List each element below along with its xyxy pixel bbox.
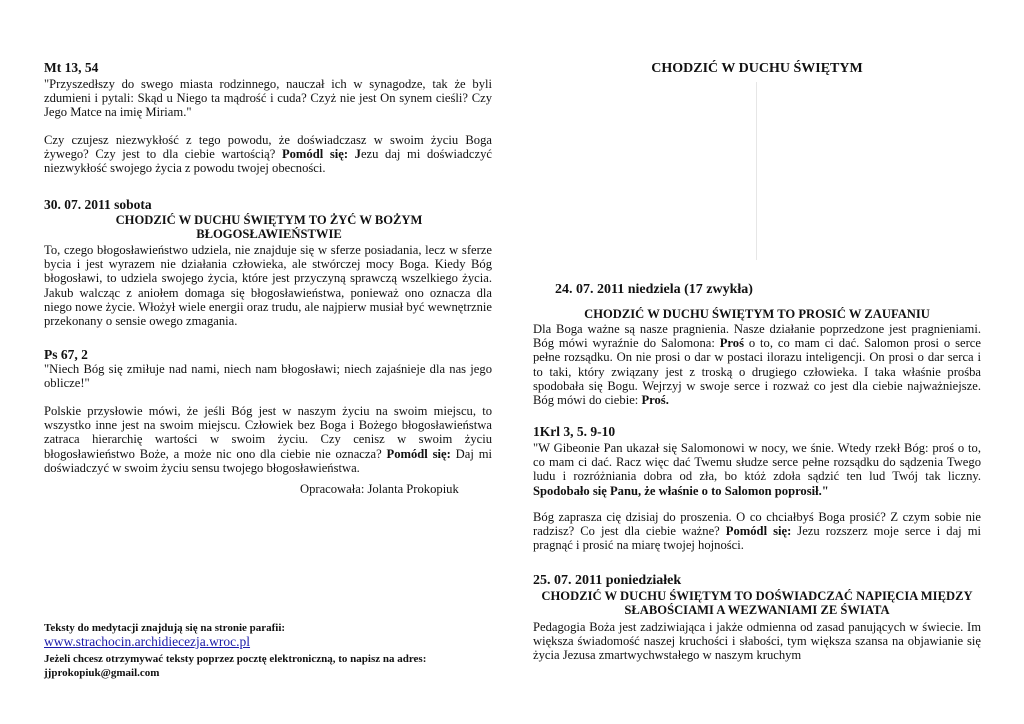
body-blessing: To, czego błogosławieństwo udziela, nie znajduje się w sferze posiadania, lecz w sferze bycia i jest wyrazem nie działania człowieka, ale stwórczej mocy Boga. Kiedy Bóg błogosławi, to udziela swojego życia, które jest przyczyną sprawczą wszelkiego życia. Jakub walcząc z aniołem domaga się błogosławieństwa, ponieważ ono oznacza dla niego nowe życie. Włożył wiele energii oraz trudu, ale najpierw musiał być wewnętrznie przekonany o sensie owego zmagania. [44,243,492,329]
parish-website-link[interactable]: www.strachocin.archidiecezja.wroc.pl [44,634,251,649]
reflection-text: Polskie przysłowie mówi, że jeśli Bóg jest w naszym życiu na swoim miejscu, to wszystko inne jest na swoim miejscu. Człowiek bez Boga i Bożego błogosławieństwa zatraca hierarchię wartości w swoim życiu. Czy cenisz w swoim życiu błogosławieństwo Boże, a może nic ono dla ciebie nie oznacza? [44,404,492,461]
body-text: Dla Boga ważne są nasze pragnienia. Nasze działanie poprzedzone jest pragnieniami. Bóg mówi wyraźnie do Salomona: [533,322,981,351]
scripture-ref-krl: 1Krl 3, 5. 9-10 [533,424,616,439]
prayer-text: Jezu rozszerz moje serce i daj mi pragnąć i prosić na miarę twojej hojności. [533,524,981,553]
reflection-text: Bóg zaprasza cię dzisiaj do proszenia. O co chciałbyś Boga prosić? Z czym sobie nie radzisz? Co jest dla ciebie ważne? [533,510,981,539]
quote-emphasis: Spodobało się Panu, że właśnie o to Salomon poprosił." [533,483,829,498]
scripture-ref-ps: Ps 67, 2 [44,347,88,362]
body-text: o to, co mam ci dać. Salomon prosi o serce pełne rozsądku. On nie prosi o dar w postaci ilorazu inteligencji. On prosi o dar serca i to taki, który związany jest z troską o drugiego człowieka. I taka właśnie prośba spodobała się Bogu. Wejrzyj w swoje serce i rozważ co jest dla ciebie najważniejsze. Bóg mówi do ciebie: [533,336,981,408]
scripture-quote-mt: "Przyszedłszy do swego miasta rodzinnego, nauczał ich w synagodze, tak że byli zdumieni i pytali: Skąd u Niego ta mądrość i cuda? Czyż nie jest On synem cieśli? Czy Jego Matce na imię Miriam." [44,77,492,120]
date-heading-sunday: 24. 07. 2011 niedziela (17 zwykła) [555,282,753,297]
pray-label: Pomódl się: [386,446,451,461]
date-heading-saturday: 30. 07. 2011 sobota [44,197,152,212]
prayer-text: Daj mi doświadczyć w swoim życiu sensu twojego błogosławieństwa. [44,446,492,475]
contact-email[interactable]: jjprokopiuk@gmail.com [44,667,160,679]
footer-info-text: Teksty do medytacji znajdują się na stronie parafii: [44,622,286,634]
scripture-quote-ps: "Niech Bóg się zmiłuje nad nami, niech nam błogosławi; niech zajaśnieje dla nas jego oblicze!" [44,362,492,391]
scripture-ref-mt: Mt 13, 54 [44,60,99,75]
section-title-blessing: CHODZIĆ W DUCHU ŚWIĘTYM TO ŻYĆ W BOŻYM BŁOGOSŁAWIEŃSTWIE [115,213,423,242]
reflection-paragraph-2 [44,404,492,475]
body-asking [533,322,981,407]
body-tension: Pedagogia Boża jest zadziwiająca i jakże odmienna od zasad panujących w świecie. Im większa świadomość naszej kruchości i słabości, tym większa szansa na objawianie się życia Jezusa zmartwychwstałego w naszym kruchym [533,620,981,663]
date-heading-monday: 25. 07. 2011 poniedziałek [533,573,682,588]
pray-label: Pomódl się: J [281,147,361,162]
reflection-paragraph-asking [533,510,981,553]
divider-line [756,82,757,260]
quote-text: "W Gibeonie Pan ukazał się Salomonowi w nocy, we śnie. Wtedy rzekł Bóg: proś o to, co mam ci dać. Racz więc dać Twemu słudze serce pełne rozsądku do sądzenia Twego ludu i rozróżniania dobra od zła, bo któż zdoła sądzić ten lud Twój tak liczny. [533,441,981,484]
footer-email-info: Jeżeli chcesz otrzymywać teksty poprzez pocztę elektroniczną, to napisz na adres: [44,653,427,665]
scripture-quote-krl [533,441,981,498]
emphasis: Proś. [641,393,669,408]
emphasis: Proś [719,336,744,351]
prayer-text: ezu daj mi doświadczyć niezwykłość swojego życia z powodu twojej obecności. [44,147,492,176]
reflection-paragraph-1 [44,133,492,176]
author-credit: Opracowała: Jolanta Prokopiuk [300,482,459,496]
section-title-asking: CHODZIĆ W DUCHU ŚWIĘTYM TO PROSIĆ W ZAUFANIU [584,307,930,321]
booklet-main-title: CHODZIĆ W DUCHU ŚWIĘTYM [651,61,863,76]
section-title-tension: CHODZIĆ W DUCHU ŚWIĘTYM TO DOŚWIADCZAĆ NAPIĘCIA MIĘDZY SŁABOŚCIAMI A WEZWANIAMI ZE ŚWIATA [541,589,973,618]
pray-label: Pomódl się: [725,524,792,539]
reflection-text: Czy czujesz niezwykłość z tego powodu, że doświadczasz w swoim życiu Boga żywego? Czy jest to dla ciebie wartością? [44,133,492,162]
